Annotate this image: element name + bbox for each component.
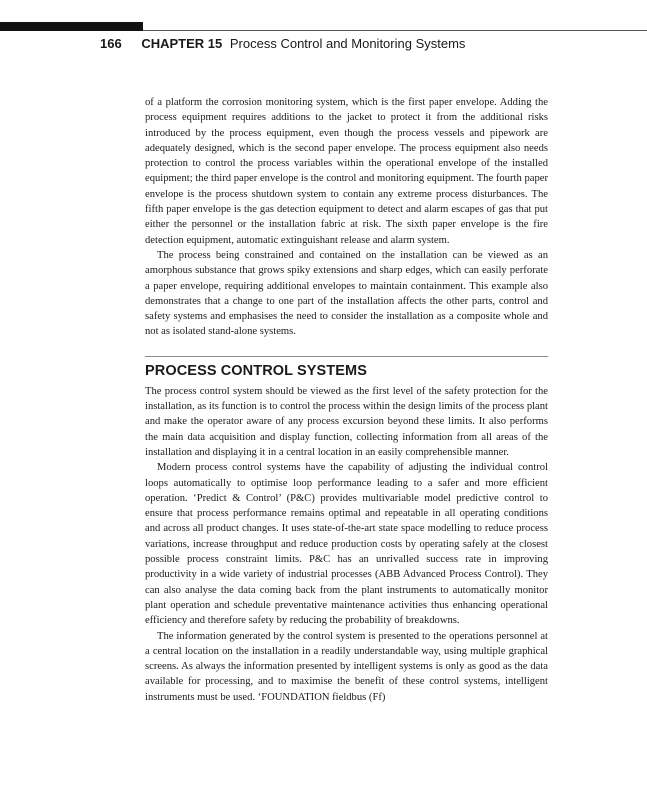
body-paragraph: The process being constrained and contained on the installation can be viewed as an amorphous substance that grows spiky extensions and sharp edges, which can easily perforate a paper envelope, requiring additional envelopes to maintain containment. This example also demonstrates that a change to one part of the installation affects the other parts, control and safety systems and emphasises the need to consider the installation as a composite whole and not as isolated stand-alone systems. — [145, 249, 548, 338]
chapter-label: CHAPTER 15 — [141, 36, 223, 51]
section-heading: PROCESS CONTROL SYSTEMS — [145, 362, 367, 379]
section-divider — [145, 356, 548, 357]
page-body — [145, 95, 548, 705]
running-header — [100, 36, 465, 51]
body-paragraph: Modern process control systems have the capability of adjusting the individual control loops automatically to optimise loop performance leading to a safer and more efficient operation. ‘Predict & Control’ (P&C) provides multivariable model predictive control to ensure that process performance remains optimal and repeatable in all operating conditions and across all product changes. It uses state-of-the-art state space modelling to reduce process variations, increase throughput and reduce production costs by operating safely at the closest possible process constraint limits. P&C has an unrivalled success rate in improving productivity in a wide variety of industrial processes (ABB Advanced Process Control). They can also analyse the data coming back from the plant instruments to automatically monitor plant operation and schedule preventative maintenance activities thus enhancing operational efficiency and therefore safety by reducing the probability of breakdowns. — [145, 462, 548, 627]
header-rule — [143, 30, 647, 31]
body-paragraph: The information generated by the control system is presented to the operations personnel at a central location on the installation in a readily understandable way, using multiple graphical screens. As always the information presented by intelligent systems is only as good as the data available for processing, and to maximise the benefit of these control systems, intelligent instruments must be used. ‘FOUNDATION fieldbus (Ff) — [145, 630, 548, 703]
body-paragraph: of a platform the corrosion monitoring system, which is the first paper envelope. Adding the process equipment requires additions to the jacket to protect it from the additional risks introduced by the process equipment, even though the process vessels and pipework are adequately designed, which is the second paper envelope. The process equipment also needs protection to control the process variables within the operational envelope of the installed equipment; the third paper envelope is the control and monitoring equipment. The fourth paper envelope is the process shutdown system to contain any extreme process disturbances. The fifth paper envelope is the gas detection equipment to detect and alarm escapes of gas that put either the personnel or the installation fabric at risk. The sixth paper envelope is the fire detection equipment, automatic extinguishant release and alarm system. — [145, 97, 548, 246]
page-number: 166 — [100, 36, 122, 51]
body-paragraph: The process control system should be viewed as the first level of the safety protection for the installation, as its function is to control the process within the design limits of the process plant and make the operator aware of any process excursion beyond these limits. It also performs the main data acquisition and display function, collecting information from all areas of the installation and displaying it in a central location in an easily comprehensible manner. — [145, 385, 548, 458]
chapter-title: Process Control and Monitoring Systems — [229, 36, 466, 51]
header-bar — [0, 22, 143, 31]
